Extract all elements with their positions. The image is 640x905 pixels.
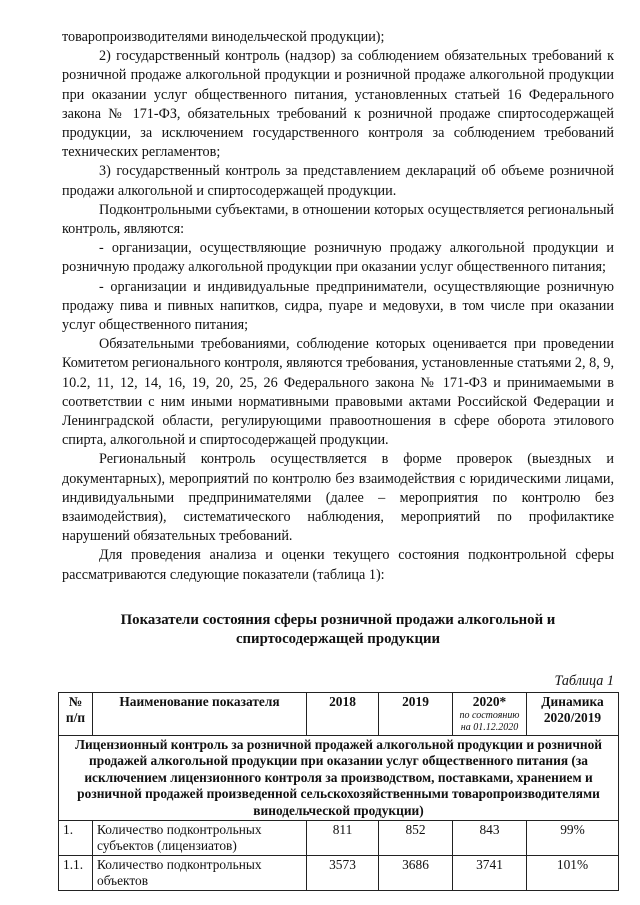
table-header-row xyxy=(59,692,619,735)
row-num: 1.1. xyxy=(59,855,93,890)
row-2018: 811 xyxy=(307,820,379,855)
indicators-table xyxy=(58,692,619,891)
row-num: 1. xyxy=(59,820,93,855)
body-text xyxy=(62,28,614,585)
table-section-row xyxy=(59,735,619,820)
row-2019: 852 xyxy=(379,820,453,855)
table-caption: Таблица 1 xyxy=(554,672,614,689)
header-name: Наименование показателя xyxy=(93,692,307,735)
table-row xyxy=(59,855,619,890)
paragraph: Подконтрольными субъектами, в отношении которых осуществляется региональный контроль, являются: xyxy=(62,201,614,238)
paragraph: 3) государственный контроль за представлением деклараций об объеме розничной продажи алкогольной и спиртосодержащей продукции. xyxy=(62,163,614,199)
row-2018: 3573 xyxy=(307,855,379,890)
paragraph: Обязательными требованиями, соблюдение которых оценивается при проведении Комитетом регионального контроля, являются требования, установленные статьями 2, 8, 9, 10.2, 11, 12, 14, 16, 19, 20, 25, 26 Федерального закона № 171-ФЗ и принимаемыми в соответствии с ним иными нормативными правовыми актами Российской Федерации и Ленинградской области, регулирующими правоотношения в сфере оборота этилового спирта, алкогольной и спиртосодержащей продукции. xyxy=(62,336,614,449)
section-title: Лицензионный контроль за розничной продажей алкогольной продукции и розничной продажей алкогольной продукции при оказании услуг общественного питания (за исключением лицензионного контроля за производством, поставками, хранением и розничной продажей произведенной сельскохозяйственными товаропроизводителями винодельческой продукции) xyxy=(59,735,619,820)
paragraph: Региональный контроль осуществляется в форме проверок (выездных и документарных), мероприятий по контролю без взаимодействия с юридическими лицами, индивидуальными предпринимателями (далее – мероприятия по контролю без взаимодействия), систематического наблюдения, мероприятий по профилактике нарушений обязательных требований. xyxy=(62,451,614,545)
header-2019: 2019 xyxy=(379,692,453,735)
paragraph: - организации и индивидуальные предприниматели, осуществляющие розничную продажу пива и пивных напитков, сидра, пуаре и медовухи, в том числе при оказании услуг общественного питания; xyxy=(62,278,614,334)
header-num: № п/п xyxy=(59,692,93,735)
header-dynamics: Динамика 2020/2019 xyxy=(527,692,619,735)
row-dynamics: 99% xyxy=(527,820,619,855)
row-name: Количество подконтрольных объектов xyxy=(93,855,307,890)
paragraph: 2) государственный контроль (надзор) за соблюдением обязательных требований к розничной продаже алкогольной продукции и розничной продаже алкогольной продукции при оказании услуг общественного питания, установленных статьей 16 Федерального закона № 171-ФЗ, обязательных требований к розничной продаже спиртосодержащей продукции, за исключением государственного контроля за соблюдением требований технических регламентов; xyxy=(62,48,614,161)
header-2018: 2018 xyxy=(307,692,379,735)
row-2020: 3741 xyxy=(453,855,527,890)
table-row xyxy=(59,820,619,855)
row-2019: 3686 xyxy=(379,855,453,890)
header-2020-note: по состоянию на 01.12.2020 xyxy=(459,709,520,733)
row-dynamics: 101% xyxy=(527,855,619,890)
row-name: Количество подконтрольных субъектов (лицензиатов) xyxy=(93,820,307,855)
paragraph: - организации, осуществляющие розничную продажу алкогольной продукции и розничную продажу алкогольной продукции при оказании услуг общественного питания; xyxy=(62,240,614,276)
document-page xyxy=(62,28,614,891)
row-2020: 843 xyxy=(453,820,527,855)
header-2020-label: 2020* xyxy=(472,693,507,709)
paragraph: товаропроизводителями винодельческой продукции); xyxy=(62,29,385,45)
table-heading: Показатели состояния сферы розничной продажи алкогольной и спиртосодержащей продукции xyxy=(120,611,556,647)
header-2020 xyxy=(453,692,527,735)
paragraph: Для проведения анализа и оценки текущего состояния подконтрольной сферы рассматриваются следующие показатели (таблица 1): xyxy=(62,547,614,583)
